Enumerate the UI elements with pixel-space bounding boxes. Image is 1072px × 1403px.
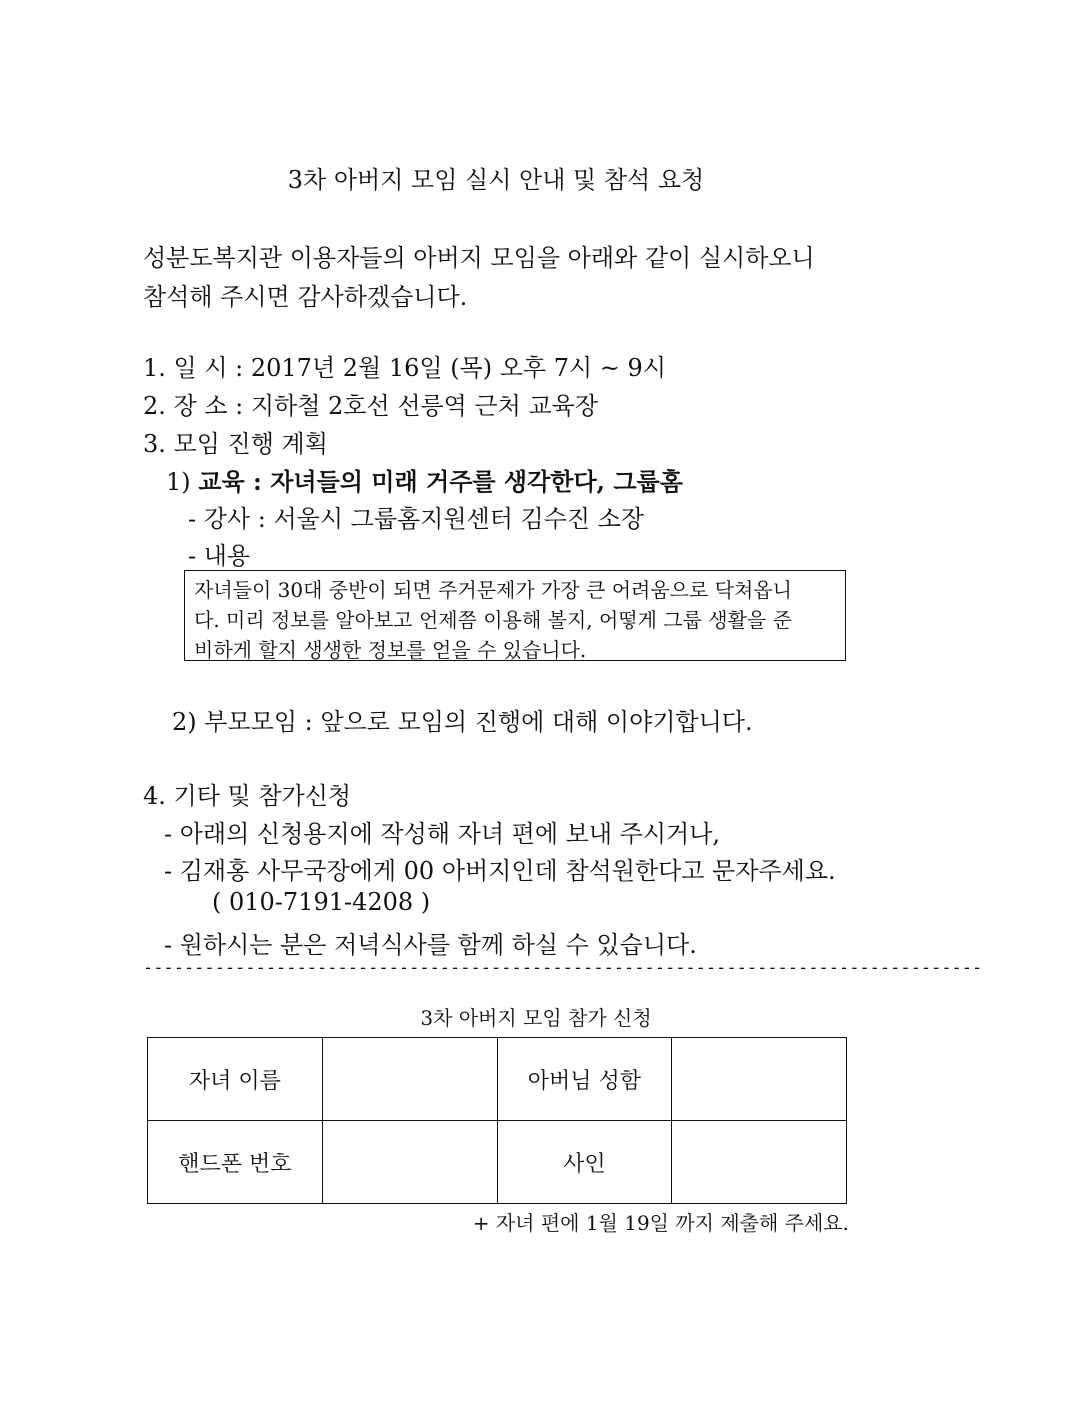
etc-line-1: - 아래의 신청용지에 작성해 자녀 편에 보내 주시거나, bbox=[164, 820, 721, 848]
item-plan: 3. 모임 진행 계획 bbox=[143, 430, 328, 458]
child-name-field[interactable] bbox=[322, 1038, 497, 1121]
phone-label: 핸드폰 번호 bbox=[148, 1121, 323, 1204]
phone-field[interactable] bbox=[322, 1121, 497, 1204]
plan-1-content-label: - 내용 bbox=[188, 542, 251, 570]
submission-note: + 자녀 편에 1월 19일 까지 제출해 주세요. bbox=[472, 1211, 849, 1235]
intro-line-1: 성분도복지관 이용자들의 아버지 모임을 아래와 같이 실시하오니 bbox=[143, 244, 815, 272]
form-row-names bbox=[148, 1038, 847, 1121]
content-line-3: 비하게 할지 생생한 정보를 얻을 수 있습니다. bbox=[194, 638, 587, 662]
plan-2: 2) 부모모임 : 앞으로 모임의 진행에 대해 이야기합니다. bbox=[172, 708, 753, 736]
intro-line-2: 참석해 주시면 감사하겠습니다. bbox=[143, 283, 468, 311]
item-etc: 4. 기타 및 참가신청 bbox=[143, 782, 352, 810]
application-form-table bbox=[147, 1037, 847, 1204]
sign-field[interactable] bbox=[672, 1121, 847, 1204]
etc-phone: ( 010-7191-4208 ) bbox=[212, 888, 431, 916]
form-row-contact bbox=[148, 1121, 847, 1204]
father-name-label: 아버님 성함 bbox=[497, 1038, 672, 1121]
plan-1-number: 1) bbox=[166, 468, 199, 496]
form-title: 3차 아버지 모임 참가 신청 bbox=[420, 1006, 652, 1030]
content-box bbox=[184, 570, 846, 661]
father-name-field[interactable] bbox=[672, 1038, 847, 1121]
plan-1-lecturer: - 강사 : 서울시 그룹홈지원센터 김수진 소장 bbox=[188, 505, 645, 533]
etc-line-2: - 김재홍 사무국장에게 00 아버지인데 참석원한다고 문자주세요. bbox=[164, 857, 836, 885]
sign-label: 사인 bbox=[497, 1121, 672, 1204]
content-line-2: 다. 미리 정보를 알아보고 언제쯤 이용해 볼지, 어떻게 그룹 생활을 준 bbox=[194, 608, 792, 632]
content-line-1: 자녀들이 30대 중반이 되면 주거문제가 가장 큰 어려움으로 닥쳐옵니 bbox=[194, 578, 792, 602]
child-name-label: 자녀 이름 bbox=[148, 1038, 323, 1121]
cut-line-divider: ---------------------------------------------------------------------------------- bbox=[143, 958, 983, 978]
item-place: 2. 장 소 : 지하철 2호선 선릉역 근처 교육장 bbox=[143, 392, 599, 420]
etc-line-3: - 원하시는 분은 저녁식사를 함께 하실 수 있습니다. bbox=[164, 931, 697, 959]
document-title: 3차 아버지 모임 실시 안내 및 참석 요청 bbox=[287, 166, 705, 194]
item-date: 1. 일 시 : 2017년 2월 16일 (목) 오후 7시 ~ 9시 bbox=[143, 354, 667, 382]
plan-1-title: 교육 : 자녀들의 미래 거주를 생각한다, 그룹홈 bbox=[198, 467, 683, 496]
plan-1-heading bbox=[166, 462, 683, 497]
